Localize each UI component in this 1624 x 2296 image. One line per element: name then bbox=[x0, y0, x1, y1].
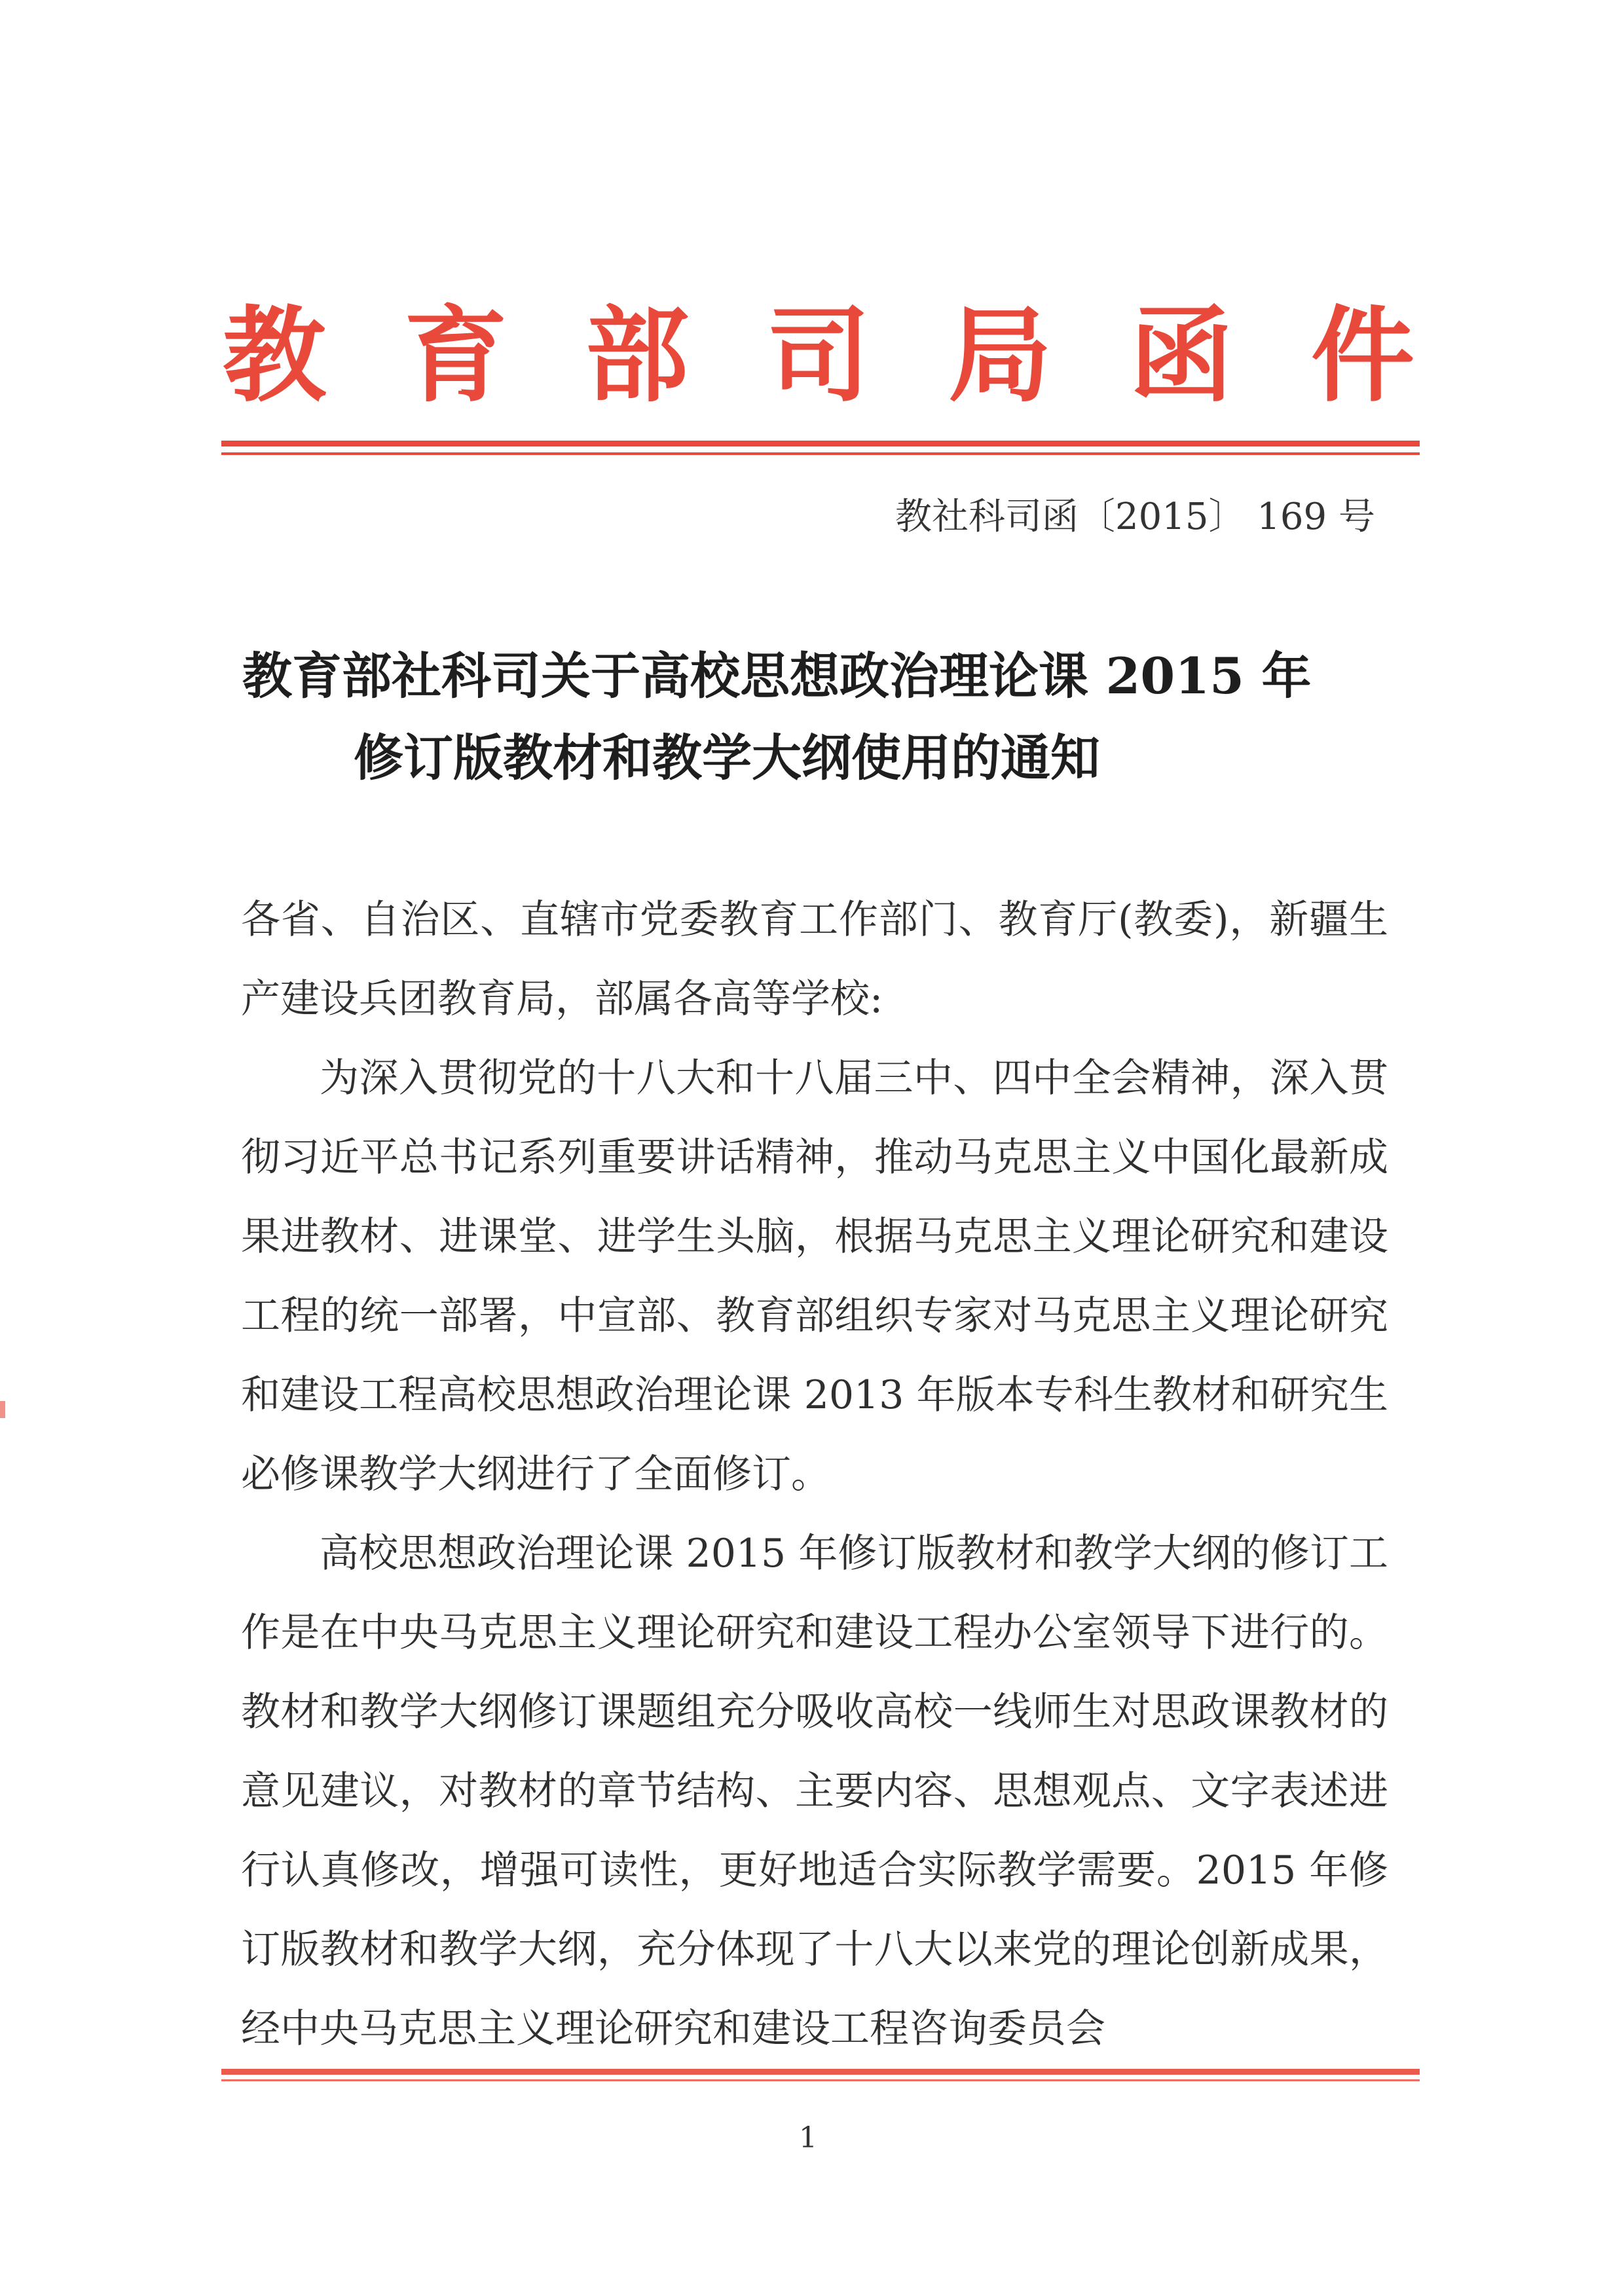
heading-line-1: 教育部社科司关于高校思想政治理论课 2015 年 bbox=[242, 647, 1312, 705]
letterhead-char: 教 bbox=[223, 295, 326, 416]
letterhead-char: 件 bbox=[1311, 295, 1414, 416]
letterhead-rule-thin bbox=[221, 452, 1420, 455]
letterhead-char: 育 bbox=[404, 295, 507, 416]
body-paragraph-1: 为深入贯彻党的十八大和十八届三中、四中全会精神，深入贯彻习近平总书记系列重要讲话精神，推动马克思主义中国化最新成果进教材、进课堂、进学生头脑，根据马克思主义理论研究和建设工程的统一部署，中宣部、教育部组织专家对马克思主义理论研究和建设工程高校思想政治理论课 2013 年版本专科生教材和研究生必修课教学大纲进行了全面修订。 bbox=[241, 1055, 1388, 1497]
letterhead-char: 司 bbox=[767, 295, 870, 416]
scan-edge-mark bbox=[0, 1401, 5, 1418]
body-paragraph-2: 高校思想政治理论课 2015 年修订版教材和教学大纲的修订工作是在中央马克思主义理论研究和建设工程办公室领导下进行的。教材和教学大纲修订课题组充分吸收高校一线师生对思政课教材的意见建议，对教材的章节结构、主要内容、思想观点、文字表述进行认真修改，增强可读性，更好地适合实际教学需要。2015 年修订版教材和教学大纲，充分体现了十八大以来党的理论创新成果，经中央马克思主义理论研究和建设工程咨询委员会 bbox=[241, 1531, 1388, 2052]
addressee: 各省、自治区、直辖市党委教育工作部门、教育厅(教委)，新疆生产建设兵团教育局，部属各高等学校: bbox=[241, 897, 1388, 1022]
document-number: 教社科司函〔2015〕 169 号 bbox=[895, 496, 1375, 538]
heading-line-2: 修订版教材和教学大纲使用的通知 bbox=[354, 729, 1100, 787]
page-number: 1 bbox=[799, 2121, 817, 2155]
letterhead-char: 函 bbox=[1130, 295, 1233, 416]
document-body bbox=[241, 881, 1388, 2069]
footer-rule-thin bbox=[221, 2079, 1420, 2081]
letterhead-rule-thick bbox=[221, 441, 1420, 446]
document-heading bbox=[242, 635, 1395, 799]
letterhead-char: 部 bbox=[585, 295, 689, 416]
letterhead-char: 局 bbox=[948, 295, 1052, 416]
footer-rule-thick bbox=[221, 2069, 1420, 2075]
letterhead-title bbox=[223, 282, 1414, 416]
